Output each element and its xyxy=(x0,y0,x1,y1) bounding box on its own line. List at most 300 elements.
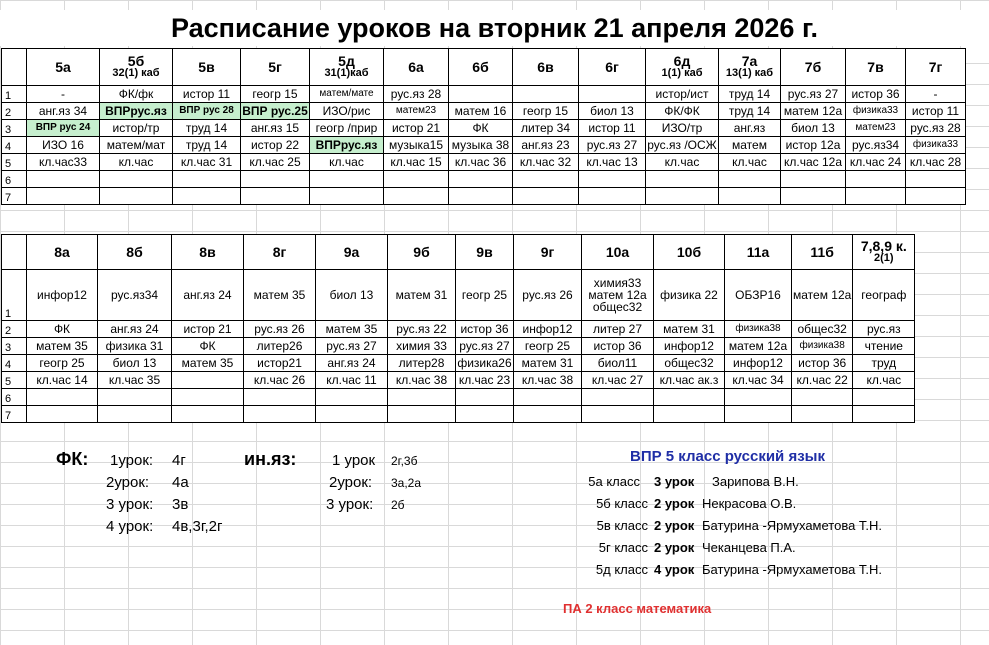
lesson-cell xyxy=(384,188,449,205)
lesson-cell: ВПР рус 24 xyxy=(27,120,100,137)
lesson-cell: матем23 xyxy=(384,103,449,120)
lesson-cell: музыка15 xyxy=(384,137,449,154)
lesson-cell: литер 34 xyxy=(513,120,579,137)
class-name: 6б xyxy=(472,59,489,75)
vpr-class: 5а класс xyxy=(588,474,640,489)
vpr-teacher: Батурина -Ярмухаметова Т.Н. xyxy=(702,562,883,577)
lesson-cell: рус.яз 28 xyxy=(906,120,966,137)
lesson-cell: литер28 xyxy=(388,355,456,372)
lesson-cell xyxy=(906,188,966,205)
lesson-cell xyxy=(853,406,915,423)
lesson-cell: физика33 xyxy=(846,103,906,120)
lesson-number: 5 xyxy=(2,372,27,389)
class-name: 9г xyxy=(540,244,555,260)
lesson-cell: кл.час 24 xyxy=(846,154,906,171)
fk-lesson-1: 1урок: xyxy=(110,452,154,469)
lesson-cell: инфор12 xyxy=(27,270,98,321)
lesson-cell: физика38 xyxy=(792,338,853,355)
lesson-cell: матем/мате xyxy=(310,86,384,103)
lesson-cell xyxy=(646,188,719,205)
lesson-number: 2 xyxy=(2,321,27,338)
class-name: 10б xyxy=(676,244,702,260)
class-name: 7в xyxy=(867,59,884,75)
fk-label: ФК: xyxy=(56,449,89,469)
class-name: 5а xyxy=(55,59,71,75)
vpr-lesson: 2 урок xyxy=(654,540,695,555)
class-header xyxy=(853,235,915,270)
lesson-cell: биол 13 xyxy=(781,120,846,137)
lesson-cell: ИЗО/тр xyxy=(646,120,719,137)
class-name: 6в xyxy=(537,59,554,75)
class-name: 6г xyxy=(605,59,619,75)
lesson-cell xyxy=(172,389,244,406)
lesson-cell: ВПРрус.яз xyxy=(310,137,384,154)
lesson-cell: рус.яз 27 xyxy=(456,338,514,355)
lesson-cell: литер26 xyxy=(244,338,316,355)
class-header xyxy=(172,235,244,270)
lesson-cell: истор21 xyxy=(244,355,316,372)
lesson-cell: ИЗО/рис xyxy=(310,103,384,120)
lesson-cell: анг.яз 23 xyxy=(513,137,579,154)
class-header xyxy=(582,235,654,270)
class-name: 5б xyxy=(127,53,145,69)
lesson-cell: кл.час33 xyxy=(27,154,100,171)
lesson-cell: литер 27 xyxy=(582,321,654,338)
class-header xyxy=(173,49,241,86)
vpr-class: 5г класс xyxy=(598,540,648,555)
lesson-cell: рус.яз xyxy=(853,321,915,338)
lesson-cell: труд 14 xyxy=(173,120,241,137)
class-name: 9б xyxy=(413,244,430,260)
lesson-cell xyxy=(792,406,853,423)
table-row xyxy=(2,270,915,321)
lesson-cell xyxy=(579,171,646,188)
fk-lesson-4: 4 урок: xyxy=(106,518,154,535)
inyaz-label: ин.яз: xyxy=(244,449,297,469)
lesson-cell: ФК/фк xyxy=(100,86,173,103)
lesson-number: 1 xyxy=(2,270,27,321)
corner-cell xyxy=(2,235,27,270)
lesson-cell: истор 11 xyxy=(173,86,241,103)
lesson-cell: ИЗО 16 xyxy=(27,137,100,154)
class-name: 8б xyxy=(126,244,143,260)
lesson-cell xyxy=(388,389,456,406)
table-row xyxy=(2,372,915,389)
lesson-cell: кл.час 26 xyxy=(244,372,316,389)
lesson-cell xyxy=(906,171,966,188)
class-name: 6д xyxy=(673,53,691,69)
lesson-cell xyxy=(241,188,310,205)
lesson-cell xyxy=(449,188,513,205)
lesson-cell: химия33 матем 12а общес32 xyxy=(582,270,654,321)
lesson-cell xyxy=(853,389,915,406)
pa-note: ПА 2 класс математика xyxy=(563,601,712,616)
lesson-cell xyxy=(579,86,646,103)
class-name: 9в xyxy=(476,244,493,260)
lesson-cell: кл.час 32 xyxy=(513,154,579,171)
lesson-number: 3 xyxy=(2,338,27,355)
lesson-cell: истор 36 xyxy=(456,321,514,338)
lesson-cell: кл.час 35 xyxy=(98,372,172,389)
lesson-cell: матем 35 xyxy=(316,321,388,338)
lesson-cell: рус.яз34 xyxy=(98,270,172,321)
lesson-cell: труд xyxy=(853,355,915,372)
class-name: 9а xyxy=(343,244,360,260)
lesson-cell xyxy=(244,389,316,406)
lesson-cell: кл.час xyxy=(100,154,173,171)
lesson-cell: матем 31 xyxy=(514,355,582,372)
lesson-cell: анг.яз 24 xyxy=(316,355,388,372)
lesson-cell: истор 36 xyxy=(582,338,654,355)
lesson-cell xyxy=(172,372,244,389)
lesson-number: 2 xyxy=(2,103,27,120)
lesson-cell: истор 36 xyxy=(792,355,853,372)
lesson-cell: рус.яз 26 xyxy=(514,270,582,321)
lesson-cell xyxy=(725,406,792,423)
lesson-cell: кл.час 11 xyxy=(316,372,388,389)
lesson-cell: кл.час 34 xyxy=(725,372,792,389)
lesson-cell xyxy=(241,171,310,188)
lesson-cell: чтение xyxy=(853,338,915,355)
corner-cell xyxy=(2,49,27,86)
lesson-cell xyxy=(846,171,906,188)
lesson-cell: кл.час 38 xyxy=(514,372,582,389)
class-header xyxy=(513,49,579,86)
lesson-cell xyxy=(244,406,316,423)
lesson-cell: кл.час 12а xyxy=(781,154,846,171)
lesson-cell: кл.час 38 xyxy=(388,372,456,389)
lesson-cell xyxy=(27,188,100,205)
vpr-teacher: Чеканцева П.А. xyxy=(702,540,796,555)
lesson-cell: биол 13 xyxy=(98,355,172,372)
lesson-cell xyxy=(725,389,792,406)
lesson-cell: кл.час xyxy=(310,154,384,171)
lesson-cell xyxy=(846,188,906,205)
lesson-cell: ВПР рус 28 xyxy=(173,103,241,120)
lesson-cell xyxy=(173,171,241,188)
lesson-number: 1 xyxy=(2,86,27,103)
table-row xyxy=(2,137,966,154)
vpr-title: ВПР 5 класс русский язык xyxy=(630,448,825,465)
lesson-cell: инфор12 xyxy=(725,355,792,372)
lesson-cell: кл.час xyxy=(853,372,915,389)
class-name: 11а xyxy=(746,244,770,260)
class-name: 8а xyxy=(54,244,70,260)
lesson-number: 5 xyxy=(2,154,27,171)
class-room: 32(1) каб xyxy=(112,67,160,79)
lesson-cell: истор/ист xyxy=(646,86,719,103)
table-row xyxy=(2,389,915,406)
class-name: 7б xyxy=(804,59,822,75)
lesson-cell: рус.яз 26 xyxy=(244,321,316,338)
lesson-cell: кл.час 15 xyxy=(384,154,449,171)
lesson-cell: труд 14 xyxy=(719,86,781,103)
vpr-teacher: Некрасова О.В. xyxy=(702,496,797,511)
class-room: 2(1) xyxy=(874,252,894,264)
class-name: 6а xyxy=(408,59,424,75)
class-header xyxy=(100,49,173,86)
lesson-cell: инфор12 xyxy=(514,321,582,338)
table-row xyxy=(2,154,966,171)
lesson-cell xyxy=(27,171,100,188)
lesson-cell: матем 35 xyxy=(27,338,98,355)
lesson-cell: рус.яз /ОСЖ xyxy=(647,138,717,152)
lesson-cell: геогр 15 xyxy=(513,103,579,120)
fk-lesson-2: 2урок: xyxy=(106,474,150,491)
lesson-cell xyxy=(456,406,514,423)
lesson-cell xyxy=(781,171,846,188)
class-name: 7,8,9 к. xyxy=(860,238,907,254)
class-header xyxy=(725,235,792,270)
schedule-table-grades-8-11 xyxy=(1,234,915,423)
lesson-cell: рус.яз 27 xyxy=(579,137,646,154)
lesson-cell: физика33 xyxy=(906,137,966,154)
lesson-cell: геогр 25 xyxy=(456,270,514,321)
table-row xyxy=(2,86,966,103)
lesson-cell: ВПРрус.яз xyxy=(100,103,173,120)
lesson-cell: - xyxy=(906,86,966,103)
lesson-cell xyxy=(646,171,719,188)
lesson-cell: матем 31 xyxy=(388,270,456,321)
class-name: 5д xyxy=(338,53,355,69)
lesson-cell: анг.яз 15 xyxy=(241,120,310,137)
lesson-cell xyxy=(719,171,781,188)
lesson-cell: матем xyxy=(719,137,781,154)
lesson-cell: кл.час 25 xyxy=(241,154,310,171)
lesson-cell: физика26 xyxy=(457,356,512,370)
lesson-cell xyxy=(514,389,582,406)
class-header xyxy=(98,235,172,270)
inyaz-lesson-3: 3 урок: xyxy=(326,496,374,513)
lesson-cell: истор/тр xyxy=(100,120,173,137)
fk-classes-4: 4в,3г,2г xyxy=(172,518,223,535)
lesson-cell: истор 21 xyxy=(384,120,449,137)
class-header xyxy=(514,235,582,270)
class-name: 7а xyxy=(741,53,758,69)
lesson-cell xyxy=(27,406,98,423)
vpr-lesson: 3 урок xyxy=(654,474,695,489)
lesson-cell: анг.яз 24 xyxy=(172,270,244,321)
inyaz-lesson-1: 1 урок xyxy=(332,452,376,469)
vpr-teacher: Зарипова В.Н. xyxy=(712,474,799,489)
lesson-cell: кл.час 22 xyxy=(792,372,853,389)
lesson-cell: общес32 xyxy=(792,321,853,338)
lesson-cell: истор 22 xyxy=(241,137,310,154)
page-title: Расписание уроков на вторник 21 апреля 2026 г. xyxy=(0,10,989,46)
fk-lesson-3: 3 урок: xyxy=(106,496,154,513)
lesson-cell: ФК xyxy=(172,338,244,355)
inyaz-classes-3: 2б xyxy=(391,498,405,512)
class-header xyxy=(579,49,646,86)
class-header xyxy=(27,235,98,270)
lesson-cell xyxy=(792,389,853,406)
lesson-cell: кл.час 14 xyxy=(27,372,98,389)
lesson-cell xyxy=(513,86,579,103)
lesson-cell: рус.яз 27 xyxy=(781,86,846,103)
class-header xyxy=(384,49,449,86)
lesson-cell xyxy=(27,389,98,406)
lesson-cell: матем 12а xyxy=(781,103,846,120)
lesson-cell: истор 12а xyxy=(781,137,846,154)
vpr-teacher: Батурина -Ярмухаметова Т.Н. xyxy=(702,518,883,533)
class-name: 5в xyxy=(198,59,215,75)
lesson-cell xyxy=(449,171,513,188)
vpr-class: 5д класс xyxy=(595,562,648,577)
class-room: 1(1) каб xyxy=(661,67,703,79)
lesson-cell: музыка 38 xyxy=(449,137,513,154)
lesson-cell: геогр /прир xyxy=(310,120,384,137)
lesson-cell: физика 22 xyxy=(654,270,725,321)
lesson-cell: кл.час xyxy=(646,154,719,171)
class-header xyxy=(27,49,100,86)
class-header xyxy=(646,49,719,86)
class-name: 11б xyxy=(810,244,834,260)
lesson-cell xyxy=(654,389,725,406)
vpr-lesson: 2 урок xyxy=(654,518,695,533)
lesson-cell xyxy=(582,389,654,406)
lesson-cell: анг.яз xyxy=(719,120,781,137)
lesson-cell: истор 11 xyxy=(579,120,646,137)
lesson-cell xyxy=(316,406,388,423)
lesson-cell xyxy=(513,188,579,205)
lesson-cell xyxy=(579,188,646,205)
lesson-cell: физика 31 xyxy=(98,338,172,355)
lesson-cell: кл.час 31 xyxy=(173,154,241,171)
schedule-table-grades-5-7 xyxy=(1,48,966,205)
class-header xyxy=(456,235,514,270)
lesson-cell: кл.час 36 xyxy=(449,154,513,171)
lesson-cell: химия 33 xyxy=(388,338,456,355)
class-name: 5г xyxy=(268,59,282,75)
lesson-cell: рус.яз34 xyxy=(846,137,906,154)
lesson-cell: истор 21 xyxy=(172,321,244,338)
lesson-cell xyxy=(654,406,725,423)
lesson-cell xyxy=(388,406,456,423)
lesson-cell: ФК/ФК xyxy=(646,103,719,120)
class-name: 8в xyxy=(199,244,216,260)
table-row xyxy=(2,406,915,423)
lesson-cell xyxy=(719,188,781,205)
inyaz-lesson-2: 2урок: xyxy=(329,474,373,491)
class-header xyxy=(244,235,316,270)
lesson-cell: рус.яз 27 xyxy=(316,338,388,355)
lesson-cell xyxy=(310,188,384,205)
lesson-cell: биол 13 xyxy=(316,270,388,321)
class-header xyxy=(241,49,310,86)
lesson-cell: ФК xyxy=(27,321,98,338)
lesson-cell: матем 12а xyxy=(725,338,792,355)
table-row xyxy=(2,120,966,137)
lesson-cell: труд 14 xyxy=(173,137,241,154)
lesson-cell: матем/мат xyxy=(100,137,173,154)
lesson-cell xyxy=(456,389,514,406)
lesson-cell: географ xyxy=(853,270,915,321)
lesson-cell: геогр 25 xyxy=(27,355,98,372)
lesson-cell: ФК xyxy=(449,120,513,137)
class-header xyxy=(388,235,456,270)
class-name: 7г xyxy=(928,59,943,75)
class-name: 10а xyxy=(605,244,630,260)
lesson-cell: геогр 15 xyxy=(241,86,310,103)
lesson-cell xyxy=(173,188,241,205)
lesson-cell xyxy=(582,406,654,423)
lesson-cell xyxy=(98,406,172,423)
table-row xyxy=(2,171,966,188)
class-name: 8г xyxy=(272,244,287,260)
lesson-number: 4 xyxy=(2,355,27,372)
vpr-class: 5в класс xyxy=(596,518,648,533)
lesson-cell: общес32 xyxy=(654,355,725,372)
lesson-cell: кл.час 23 xyxy=(456,372,514,389)
lesson-cell xyxy=(316,389,388,406)
lesson-cell: рус.яз 22 xyxy=(388,321,456,338)
vpr-lesson: 4 урок xyxy=(654,562,695,577)
class-header xyxy=(792,235,853,270)
table-row xyxy=(2,103,966,120)
lesson-cell xyxy=(781,188,846,205)
lesson-cell: кл.час xyxy=(719,154,781,171)
lesson-cell: анг.яз 34 xyxy=(27,103,100,120)
class-room: 13(1) каб xyxy=(725,67,774,79)
fk-classes-2: 4а xyxy=(172,474,189,491)
class-header xyxy=(719,49,781,86)
lesson-cell: - xyxy=(27,86,100,103)
vpr-class: 5б класс xyxy=(596,496,648,511)
lesson-cell: биол 13 xyxy=(579,103,646,120)
table-row xyxy=(2,355,915,372)
lesson-cell xyxy=(172,406,244,423)
lesson-number: 4 xyxy=(2,137,27,154)
lesson-cell: матем 35 xyxy=(244,270,316,321)
lesson-cell: матем 16 xyxy=(449,103,513,120)
lesson-cell: труд 14 xyxy=(719,103,781,120)
lesson-number: 6 xyxy=(2,389,27,406)
lesson-cell: инфор12 xyxy=(654,338,725,355)
lesson-cell: кл.час ак.з xyxy=(654,372,725,389)
lesson-cell xyxy=(100,188,173,205)
lesson-cell xyxy=(513,171,579,188)
lesson-cell xyxy=(98,389,172,406)
lesson-cell: матем 35 xyxy=(172,355,244,372)
lesson-cell: матем23 xyxy=(846,120,906,137)
lesson-cell: ВПР рус.25 xyxy=(242,104,308,118)
lesson-cell: матем 12а xyxy=(792,270,853,321)
lesson-number: 7 xyxy=(2,406,27,423)
class-header xyxy=(906,49,966,86)
inyaz-classes-2: 3а,2а xyxy=(391,476,422,490)
class-header xyxy=(449,49,513,86)
lesson-number: 3 xyxy=(2,120,27,137)
table-row xyxy=(2,321,915,338)
lesson-cell: кл.час 27 xyxy=(582,372,654,389)
lesson-cell: истор 11 xyxy=(906,103,966,120)
lesson-cell: истор 36 xyxy=(846,86,906,103)
lesson-cell xyxy=(449,86,513,103)
lesson-cell: рус.яз 28 xyxy=(384,86,449,103)
lesson-cell: кл.час 13 xyxy=(579,154,646,171)
inyaz-classes-1: 2г,3б xyxy=(391,454,418,468)
lesson-cell: анг.яз 24 xyxy=(98,321,172,338)
lesson-cell xyxy=(514,406,582,423)
table-row xyxy=(2,338,915,355)
lesson-cell: ОБЗР16 xyxy=(725,270,792,321)
lesson-cell: биол11 xyxy=(582,355,654,372)
lesson-cell xyxy=(100,171,173,188)
lesson-cell xyxy=(384,171,449,188)
vpr-lesson: 2 урок xyxy=(654,496,695,511)
fk-classes-1: 4г xyxy=(172,452,186,469)
lesson-cell: геогр 25 xyxy=(514,338,582,355)
